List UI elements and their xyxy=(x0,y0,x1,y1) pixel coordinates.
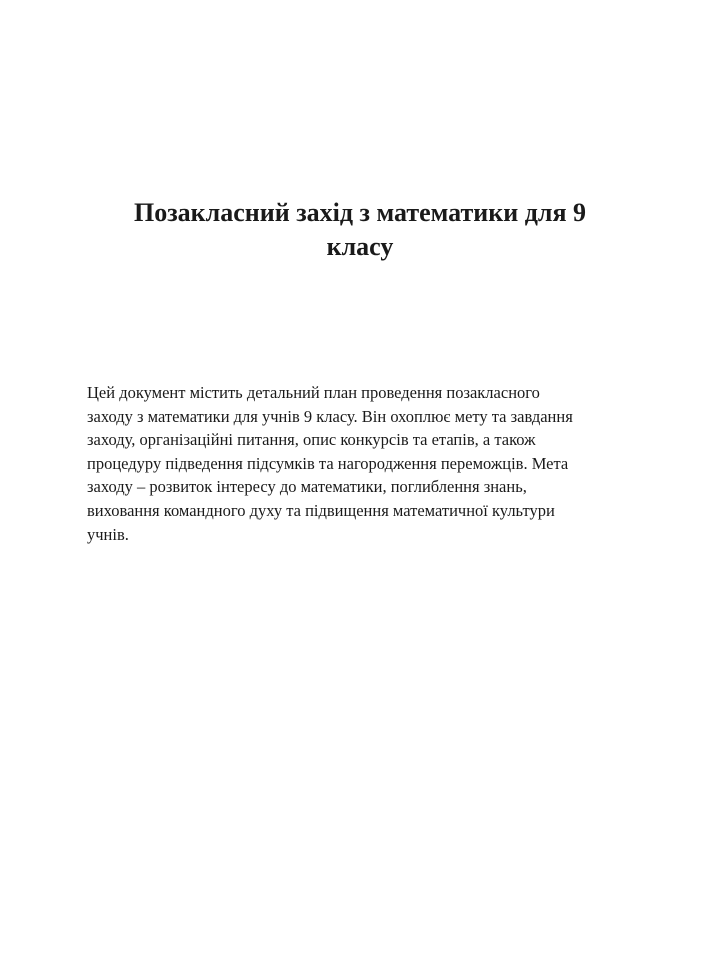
paragraph-line: заходу з математики для учнів 9 класу. Він охоплює мету та завдання xyxy=(87,406,573,426)
document-title xyxy=(80,196,640,264)
paragraph-line: Цей документ містить детальний план проведення позакласного xyxy=(87,383,540,402)
paragraph-line: виховання командного духу та підвищення математичної культури xyxy=(87,500,555,520)
paragraph-line: процедуру підведення підсумків та нагородження переможців. Мета xyxy=(87,453,569,473)
title-line: класу xyxy=(326,232,394,261)
paragraph-line: заходу – розвиток інтересу до математики, поглиблення знань, xyxy=(87,477,527,497)
paragraph-line: учнів. xyxy=(87,524,129,544)
intro-paragraph xyxy=(87,381,647,546)
paragraph-line: заходу, організаційні питання, опис конкурсів та етапів, а також xyxy=(87,430,536,450)
title-line: Позакласний захід з математики для 9 xyxy=(133,198,587,227)
